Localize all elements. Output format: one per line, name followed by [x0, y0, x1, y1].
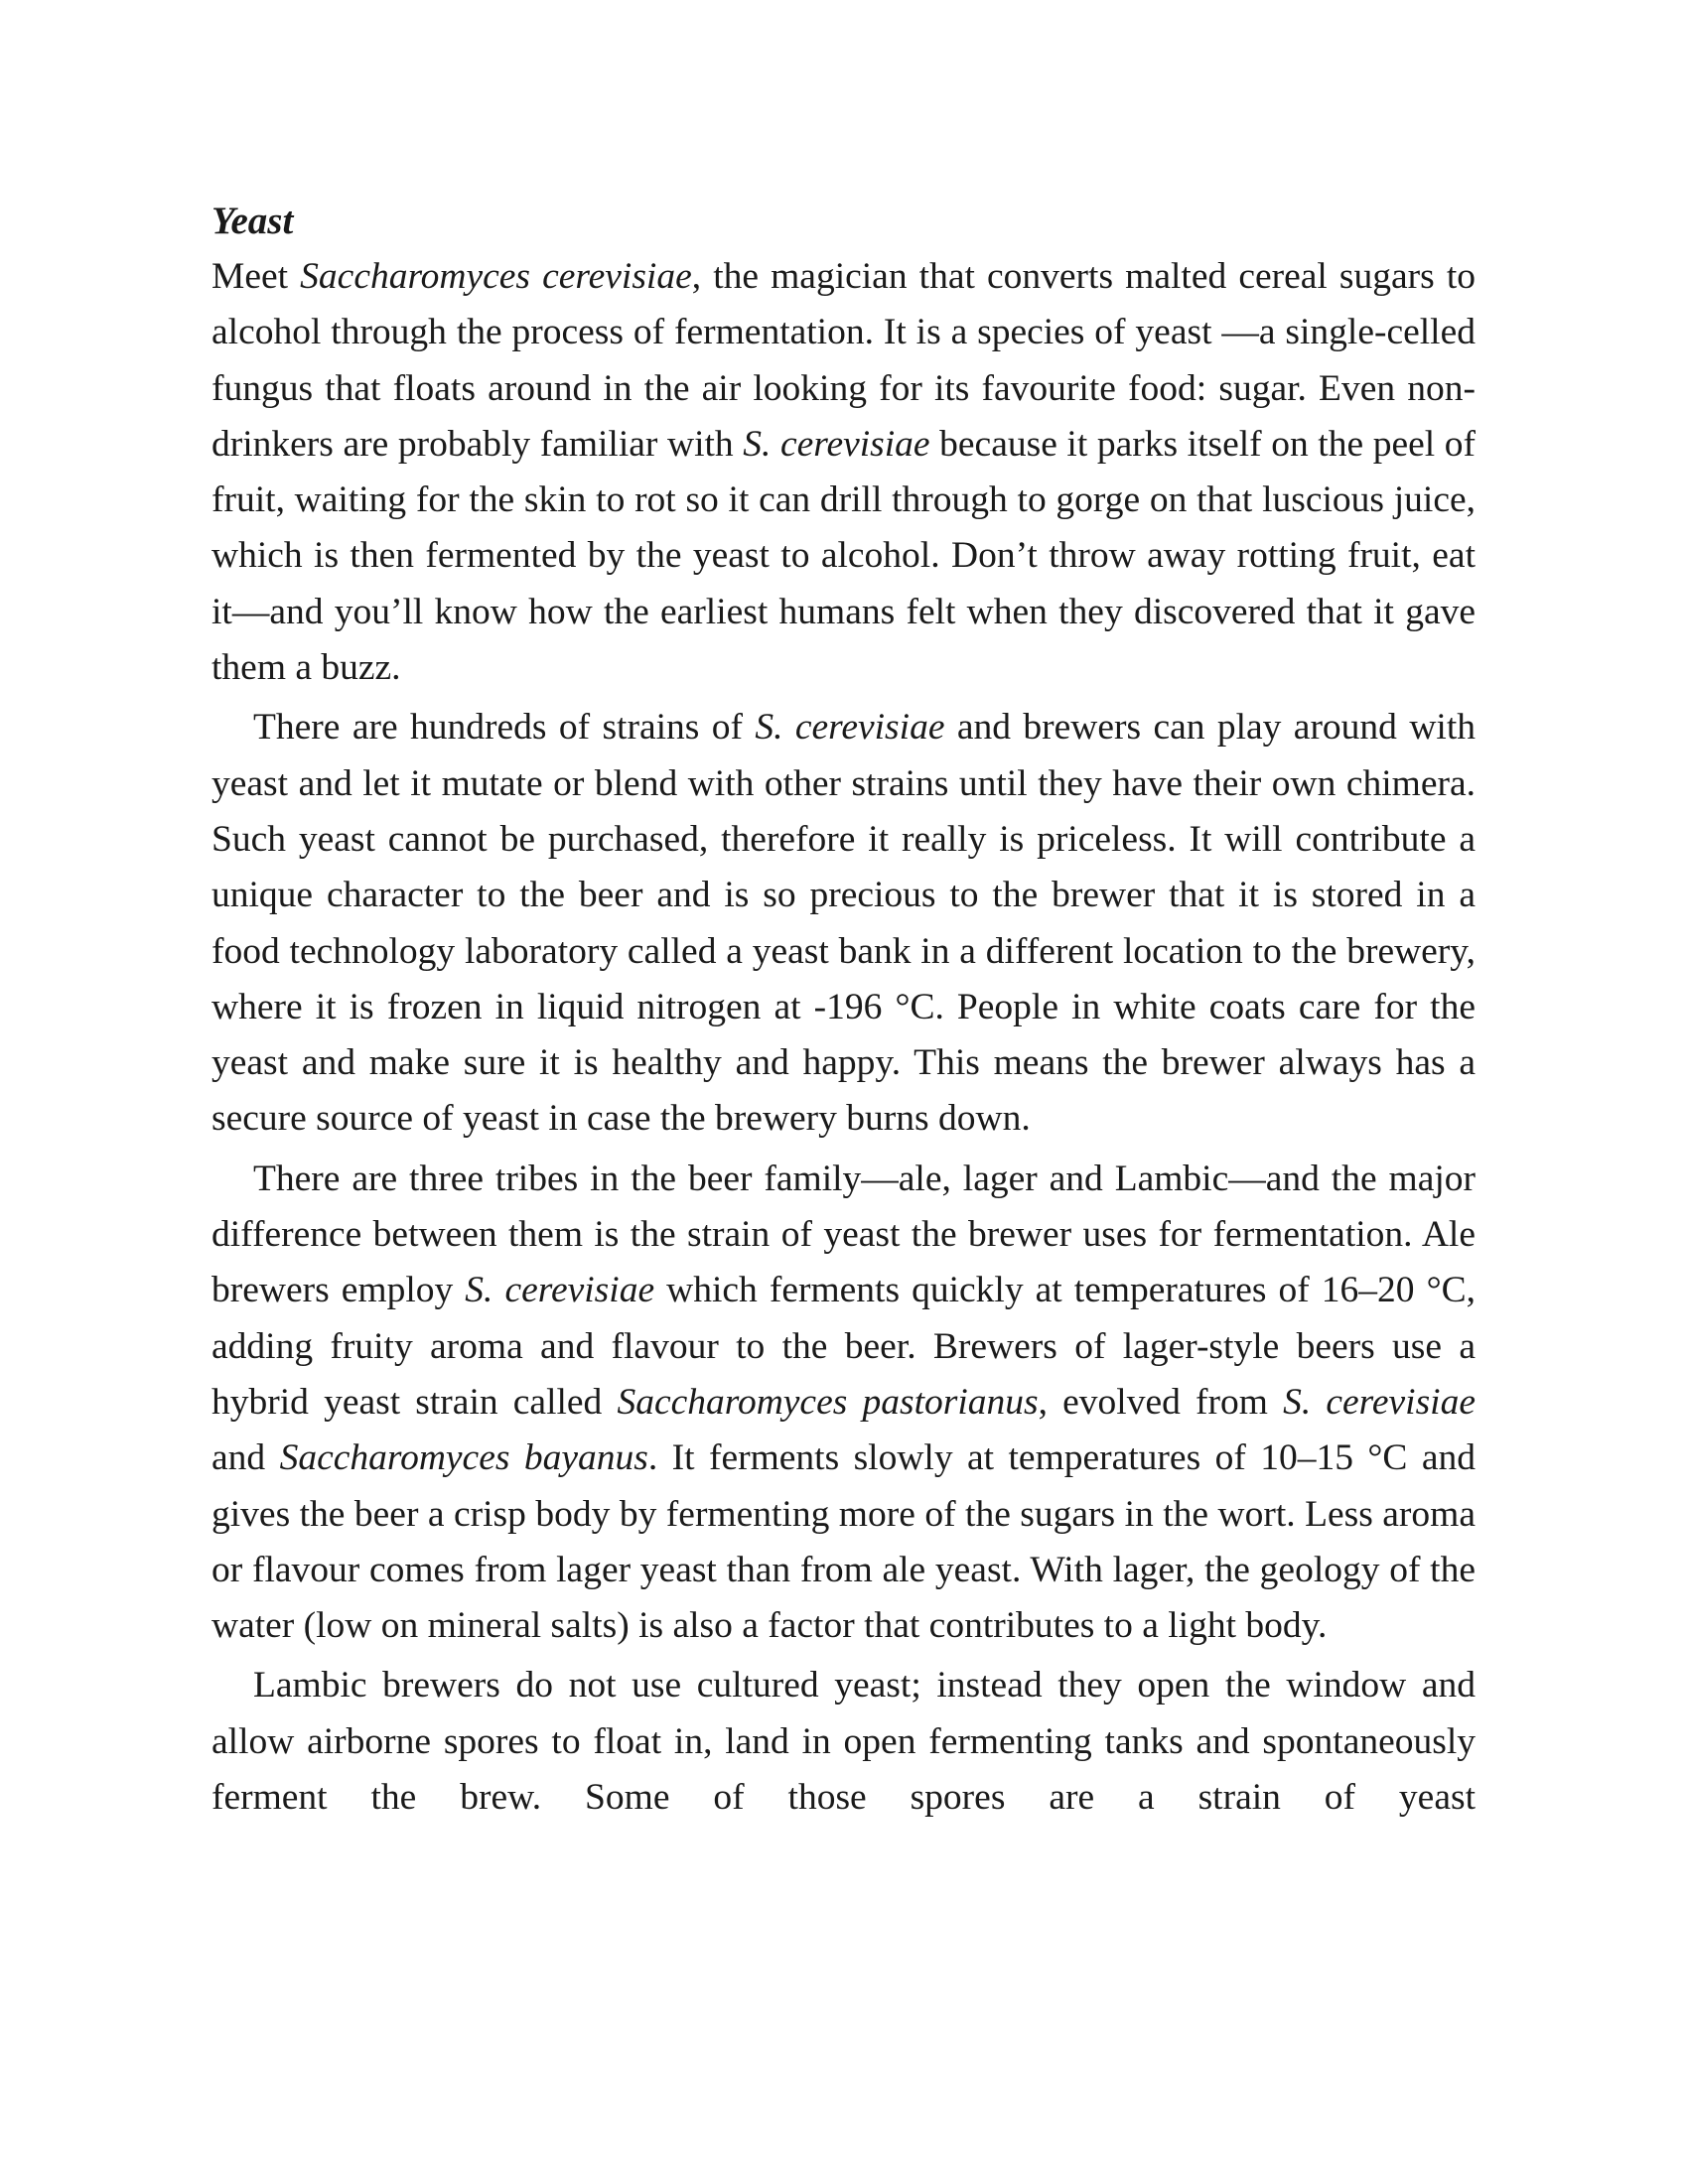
text-run: There are three tribes in the beer family—ale, lager and Lambic—and the major difference between them is the strain of yeast the brewer uses for fermentation. Ale brewers employ [211, 1158, 1476, 1311]
text-run: Lambic brewers do not use cultured yeast; instead they open the window and allow airborne spores to float in, land in open fermenting tanks and spontaneously ferment the brew. Some of those spores are a strain of yeast [211, 1665, 1476, 1819]
section-heading: Yeast [211, 200, 294, 242]
italic-text: S. cerevisiae [743, 423, 930, 465]
text-run: Meet [211, 256, 301, 297]
italic-text: S. cerevisiae [755, 707, 945, 749]
italic-text: S. cerevisiae [465, 1270, 655, 1311]
italic-text: Saccharomyces cerevisiae [300, 256, 692, 297]
text-run: because it parks itself on the peel of fruit, waiting for the skin to rot so it can drill through to gorge on that luscious juice, which is then fermented by the yeast to alcohol. Don’t throw away rotting fruit, eat it—and you’ll know how the earliest humans felt when they discovered that it gave them a buzz. [211, 423, 1476, 689]
text-run: and [211, 1437, 280, 1479]
text-run: and brewers can play around with yeast and let it mutate or blend with other strains until they have their own chimera. Such yeast cannot be purchased, therefore it really is priceless. It will contribute a unique character to the beer and is so precious to the brewer that it is stored in a food technology laboratory called a yeast bank in a different location to the brewery, where it is frozen in liquid nitrogen at -196 °C. People in white coats care for the yeast and make sure it is healthy and happy. This means the brewer always has a secure source of yeast in case the brewery burns down. [211, 707, 1476, 1140]
document-page [211, 194, 1476, 1826]
italic-text: Saccharomyces bayanus [279, 1437, 648, 1479]
text-run: . It ferments slowly at temperatures of 10–15 °C and gives the beer a crisp body by fermenting more of the sugars in the wort. Less aroma or flavour comes from lager yeast than from ale yeast. With lager, the geology of the water (low on mineral salts) is also a factor that contributes to a light body. [211, 1437, 1476, 1647]
text-run: , the magician that converts malted cereal sugars to alcohol through the process of fermentation. It is a species of yeast —a single-celled fungus that floats around in the air looking for its favourite food: sugar. Even non-drinkers are probably familiar with [211, 256, 1476, 465]
paragraph-2 [211, 700, 1476, 1147]
text-run: which ferments quickly at temperatures of 16–20 °C, adding fruity aroma and flavour to the beer. Brewers of lager-style beers use a hybrid yeast strain called [211, 1270, 1476, 1423]
italic-text: Saccharomyces pastorianus [617, 1381, 1039, 1423]
text-run: , evolved from [1038, 1381, 1284, 1423]
paragraph-4 [211, 1658, 1476, 1826]
paragraph-3 [211, 1152, 1476, 1655]
paragraph-1 [211, 249, 1476, 696]
italic-text: S. cerevisiae [1283, 1381, 1476, 1423]
text-run: There are hundreds of strains of [253, 707, 756, 749]
